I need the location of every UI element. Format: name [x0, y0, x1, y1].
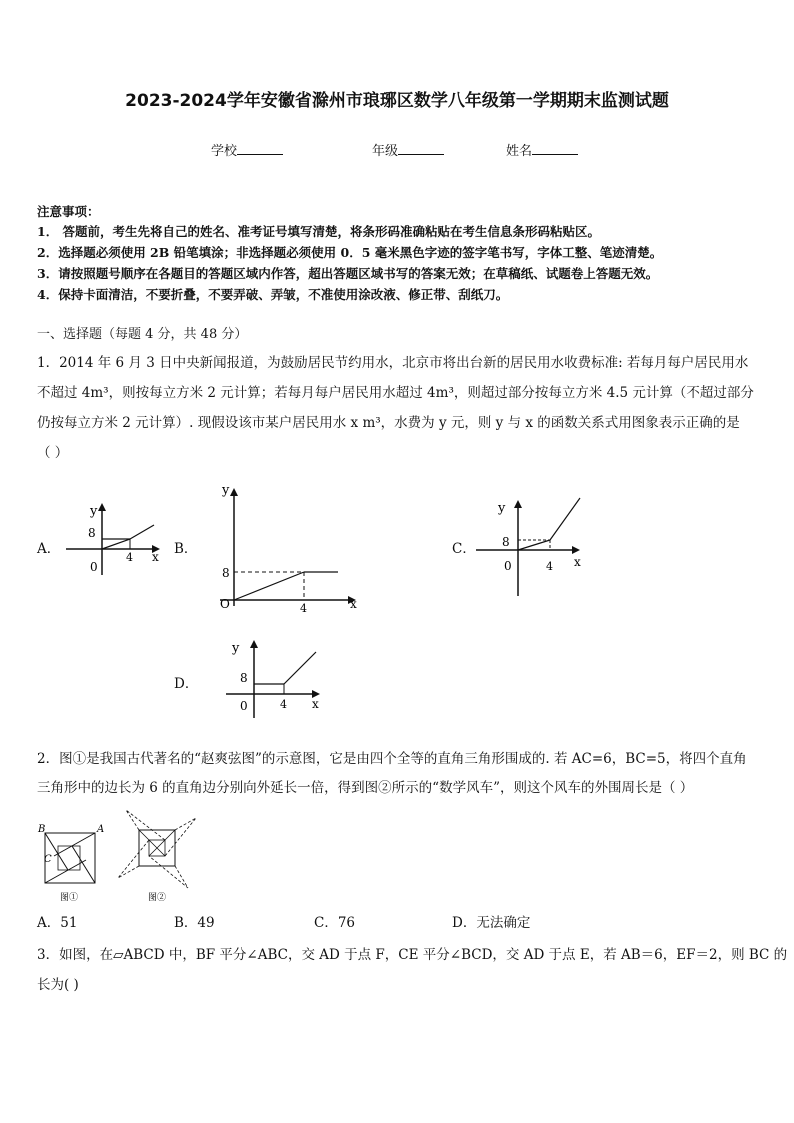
y-arrow — [98, 503, 106, 511]
x-label: x — [312, 697, 319, 711]
triangle-edge — [72, 846, 95, 883]
q1-line: （ ） — [37, 445, 69, 461]
note-item: 3．请按照题号顺序在各题目的答题区域内作答，超出答题区域书写的答案无效；在草稿纸、试题卷上答题无效。 — [37, 266, 659, 281]
segment-2 — [550, 498, 580, 540]
graph-b — [210, 480, 370, 612]
q2-option-c: C．76 — [314, 915, 356, 931]
zero-label: 0 — [90, 560, 98, 574]
triangle-edge — [149, 830, 175, 856]
tick-4: 4 — [280, 698, 287, 711]
windmill-blade — [126, 810, 165, 840]
y-label: y — [232, 641, 240, 656]
triangle-edge — [139, 830, 165, 856]
q2-line: 三角形中的边长为 6 的直角边分别向外延长一倍，得到图②所示的“数学风车”，则这个风车的外围周长是（ ） — [37, 780, 694, 796]
figure-1-zhao-shuang — [36, 820, 106, 906]
fig2-caption: 图② — [148, 893, 167, 903]
note-item: 2．选择题必须使用 2B 铅笔填涂；非选择题必须使用 0．5 毫米黑色字迹的签字笔书写，字体工整、笔迹清楚。 — [37, 245, 663, 260]
x-label: x — [350, 597, 357, 611]
x-label: x — [152, 550, 159, 564]
name-label: 姓名 — [506, 144, 533, 159]
school-label: 学校 — [211, 144, 238, 159]
section-heading: 一、选择题（每题 4 分，共 48 分） — [37, 327, 248, 342]
zero-label: 0 — [240, 699, 248, 713]
x-arrow — [572, 546, 580, 554]
q3-line: 长为( ) — [37, 977, 79, 993]
tick-4: 4 — [126, 551, 133, 564]
q1-line: 1．2014 年 6 月 3 日中央新闻报道，为鼓励居民节约用水，北京市将出台新的居民用水收费标准: 若每月每户居民用水 — [37, 355, 749, 371]
tick-4: 4 — [546, 560, 553, 573]
q2-option-a: A．51 — [37, 915, 78, 931]
q1-line: 仍按每立方米 2 元计算）. 现假设该市某户居民用水 x m³，水费为 y 元，则 y 与 x 的函数关系式用图象表示正确的是 — [37, 415, 740, 431]
windmill-blade — [165, 818, 196, 856]
tick-4: 4 — [300, 602, 307, 612]
segment-1 — [102, 539, 130, 549]
tick-8: 8 — [240, 671, 248, 685]
school-field — [211, 140, 283, 159]
y-arrow — [250, 640, 258, 648]
option-c-label: C． — [452, 541, 476, 557]
tick-8: 8 — [88, 526, 96, 540]
notes-heading: 注意事项： — [37, 204, 100, 219]
zero-label: 0 — [504, 559, 512, 573]
option-b-label: B． — [174, 541, 198, 557]
figure-2-math-windmill — [112, 806, 202, 906]
q2-option-b: B．49 — [174, 915, 215, 931]
y-label: y — [222, 483, 230, 498]
origin-label: O — [220, 597, 230, 611]
tick-8: 8 — [502, 535, 510, 549]
triangle-edge — [54, 833, 95, 856]
y-arrow — [230, 488, 238, 496]
name-blank — [532, 142, 578, 155]
fig1-caption: 图① — [60, 893, 79, 903]
outer-square — [45, 833, 95, 883]
point-c-label: C — [44, 854, 52, 865]
note-item: 1． 答题前，考生先将自己的姓名、准考证号填写清楚，将条形码准确粘贴在考生信息条形码粘贴区。 — [37, 224, 601, 239]
note-item: 4．保持卡面清洁，不要折叠，不要弄破、弄皱，不准使用涂改液、修正带、刮纸刀。 — [37, 287, 509, 302]
option-a-label: A． — [37, 541, 61, 557]
point-a-label: A — [97, 824, 105, 835]
grade-label: 年级 — [372, 144, 399, 159]
option-d-label: D． — [174, 676, 199, 692]
y-label: y — [90, 504, 98, 519]
grade-field — [372, 140, 444, 159]
x-label: x — [574, 555, 581, 569]
graph-c — [470, 490, 600, 600]
q2-option-d: D．无法确定 — [452, 915, 531, 931]
name-field — [506, 140, 578, 159]
windmill-blade — [118, 840, 149, 878]
segment-2 — [284, 652, 316, 684]
windmill-blade — [149, 856, 188, 888]
page-title: 2023-2024学年安徽省滁州市琅琊区数学八年级第一学期期末监测试题 — [125, 91, 669, 111]
graph-d — [220, 632, 340, 722]
point-b-label: B — [38, 824, 46, 835]
segment-1 — [234, 572, 304, 600]
segment-2 — [130, 525, 154, 539]
segment-1 — [518, 540, 550, 550]
q3-line: 3．如图，在▱ABCD 中，BF 平分∠ABC，交 AD 于点 F，CE 平分∠BCD，交 AD 于点 E，若 AB＝6，EF＝2，则 BC 的 — [37, 947, 788, 963]
q2-line: 2．图①是我国古代著名的“赵爽弦图”的示意图，它是由四个全等的直角三角形围成的. 若 AC=6，BC=5，将四个直角 — [37, 751, 747, 767]
q1-line: 不超过 4m³，则按每立方米 2 元计算；若每月每户居民用水超过 4m³，则超过部分按每立方米 4.5 元计算（不超过部分 — [37, 385, 754, 401]
y-label: y — [498, 501, 506, 516]
grade-blank — [398, 142, 444, 155]
inner-square — [58, 846, 80, 870]
y-arrow — [514, 500, 522, 508]
graph-a — [60, 495, 170, 580]
tick-8: 8 — [222, 566, 230, 580]
school-blank — [237, 142, 283, 155]
